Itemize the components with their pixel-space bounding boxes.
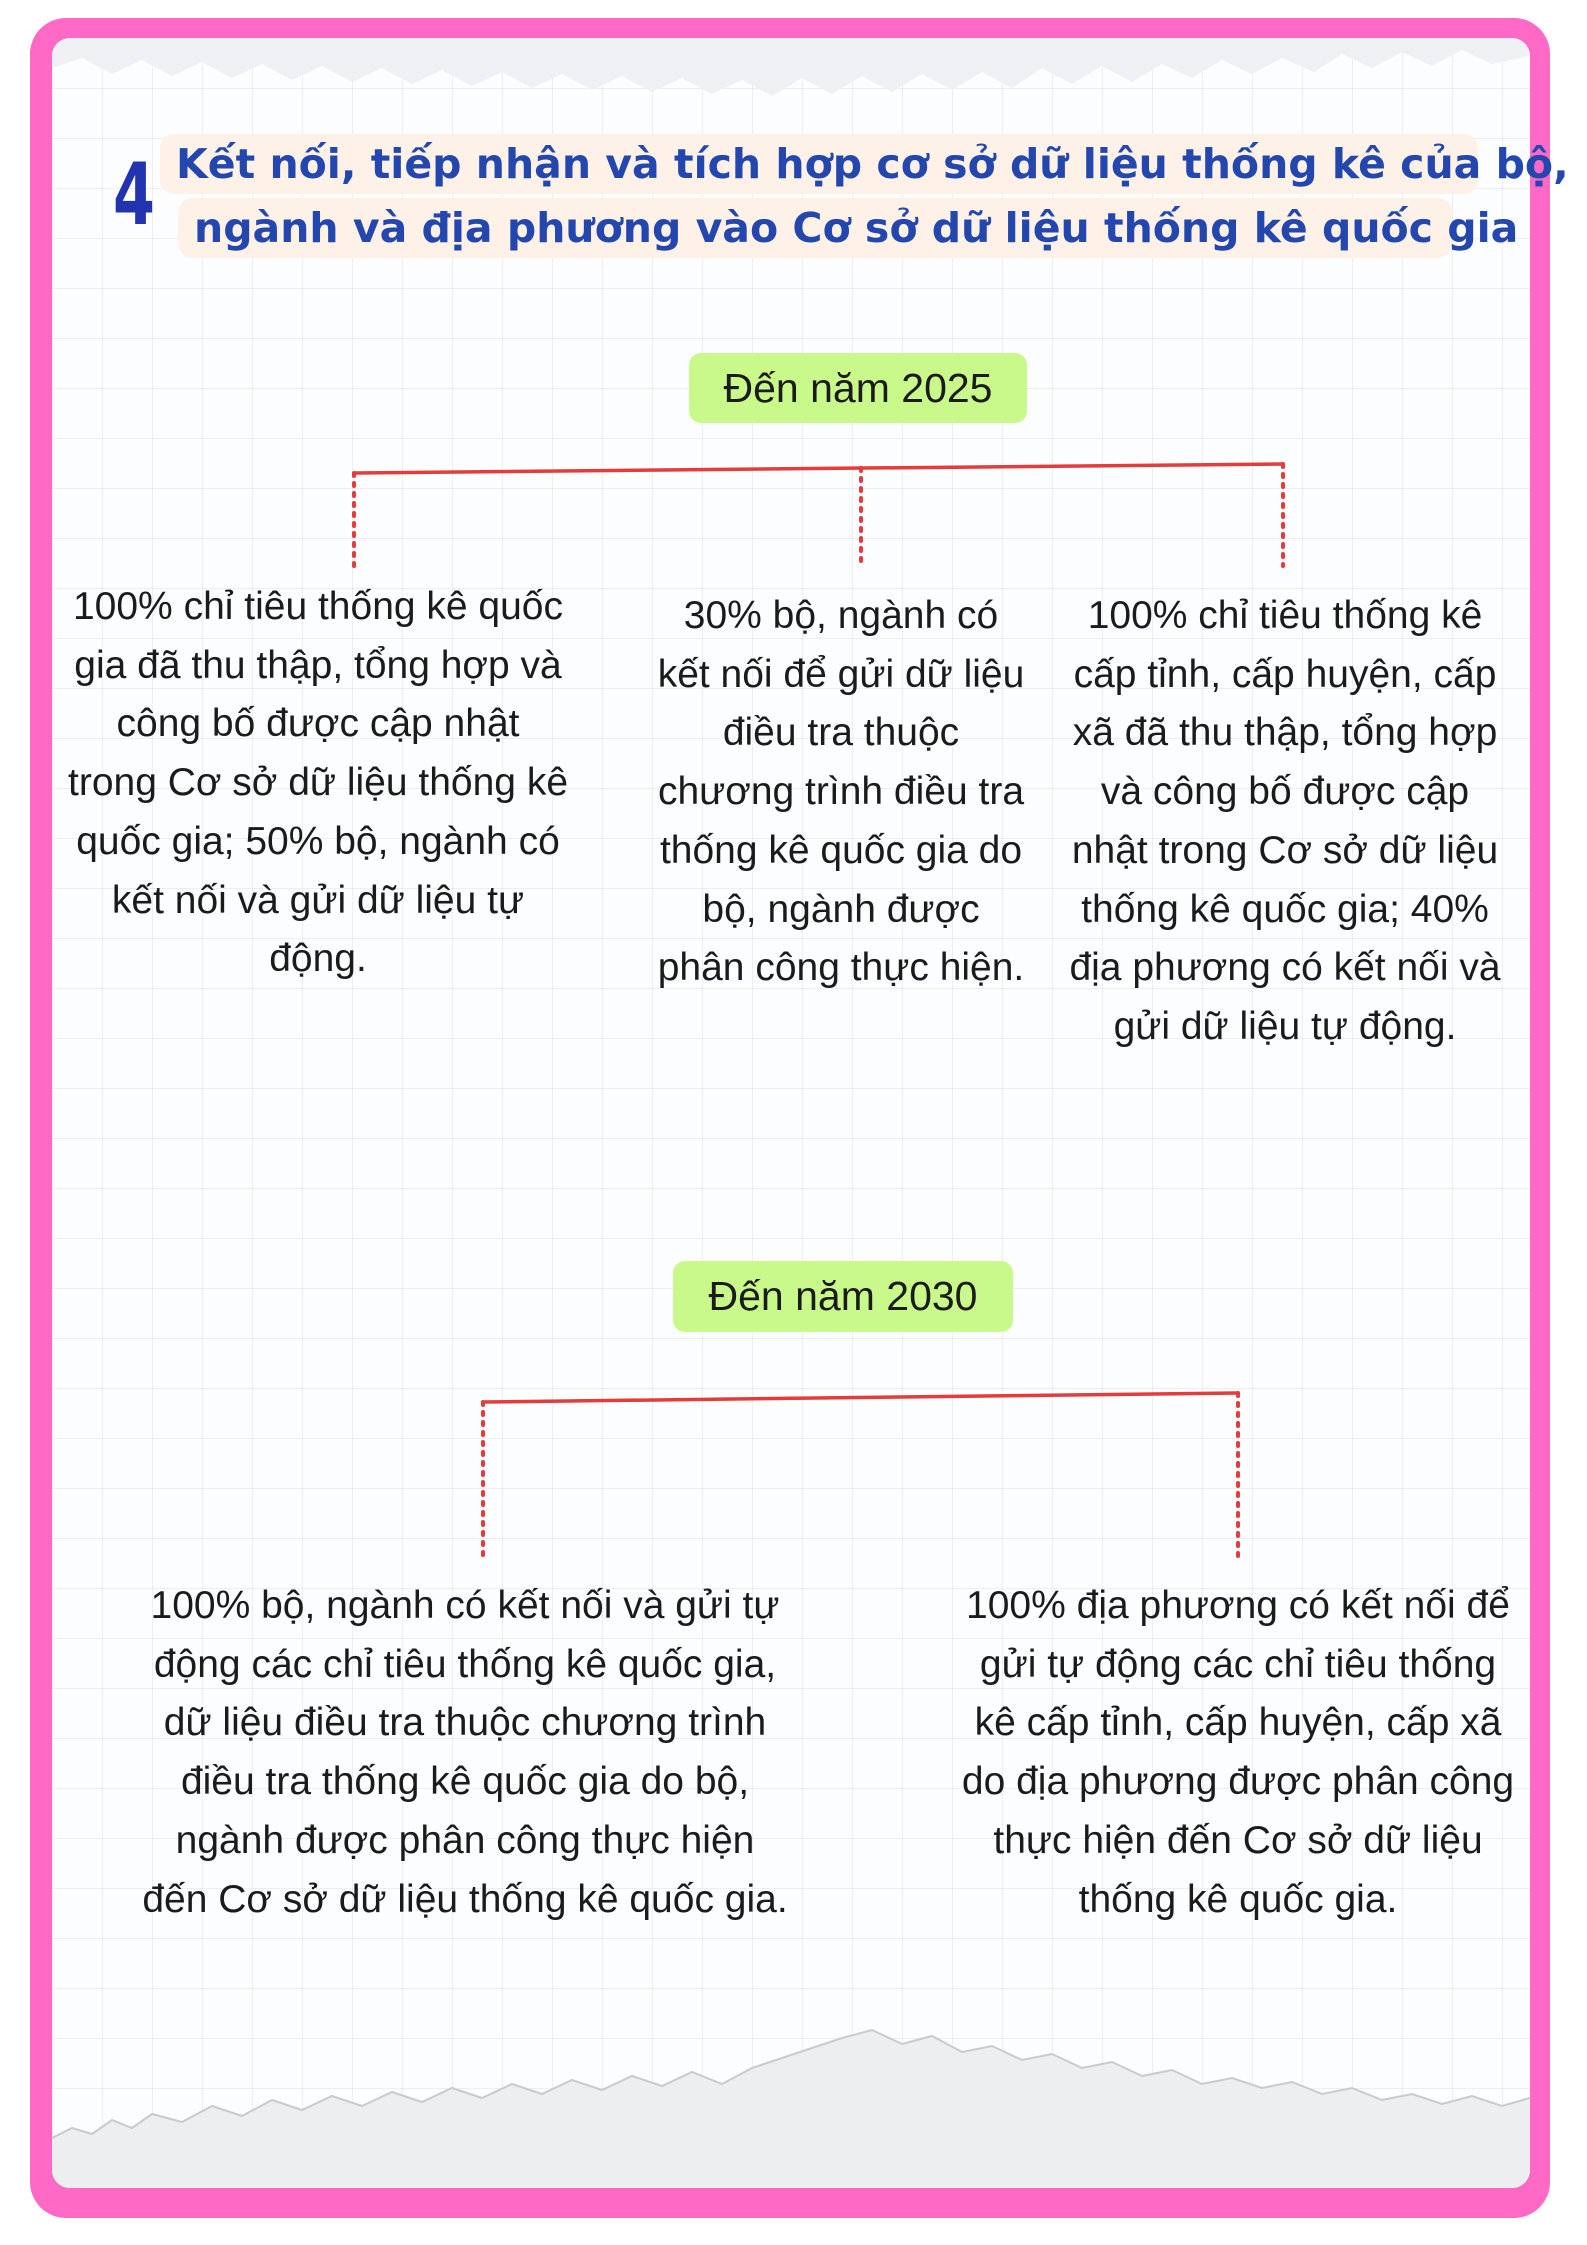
year-badge-2025: Đến năm 2025 [689, 353, 1027, 423]
goal-2030-1: 100% bộ, ngành có kết nối và gửi tự động các chỉ tiêu thống kê quốc gia, dữ liệu điều tra thuộc chương trình điều tra thống kê quốc gia do bộ, ngành được phân công thực hiện đến Cơ sở dữ liệu thống kê quốc gia. [142, 1584, 788, 1921]
goal-2025-1: 100% chỉ tiêu thống kê quốc gia đã thu thập, tổng hợp và công bố được cập nhật trong Cơ sở dữ liệu thống kê quốc gia; 50% bộ, ngành có kết nối và gửi dữ liệu tự động. [68, 585, 569, 981]
goal-2030-2: 100% địa phương có kết nối để gửi tự động các chỉ tiêu thống kê cấp tỉnh, cấp huyện, cấp xã do địa phương được phân công thực hiện đến Cơ sở dữ liệu thống kê quốc gia. [961, 1584, 1515, 1921]
year-badge-2030: Đến năm 2030 [673, 1261, 1013, 1332]
title-line-2: ngành và địa phương vào Cơ sở dữ liệu thống kê quốc gia [178, 198, 1452, 258]
goal-2025-3: 100% chỉ tiêu thống kê cấp tỉnh, cấp huyện, cấp xã đã thu thập, tổng hợp và công bố được cập nhật trong Cơ sở dữ liệu thống kê quốc gia; 40% địa phương có kết nối và gửi dữ liệu tự động. [1069, 594, 1501, 1048]
goal-2025-2: 30% bộ, ngành có kết nối để gửi dữ liệu điều tra thuộc chương trình điều tra thống kê quốc gia do bộ, ngành được phân công thực hiện. [657, 594, 1025, 990]
connector-bar [483, 1393, 1238, 1402]
section-number: 4 [113, 145, 155, 245]
title-line-1: Kết nối, tiếp nhận và tích hợp cơ sở dữ liệu thống kê của bộ, [160, 134, 1478, 194]
